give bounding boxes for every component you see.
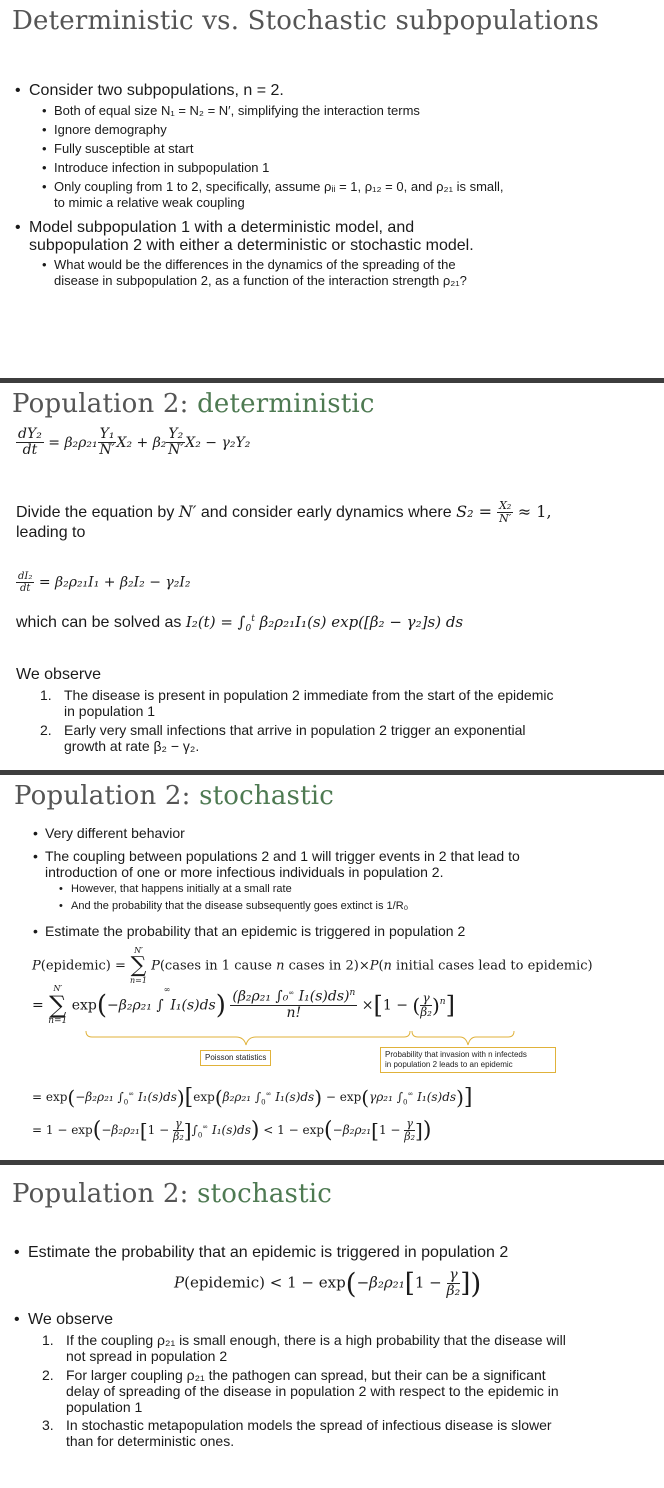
bullet-model: • Model subpopulation 1 with a deterministic model, and xyxy=(29,218,414,237)
sub-bullet: • Both of equal size N₁ = N₂ = N′, simplifying the interaction terms xyxy=(54,103,420,119)
observation-item: 2. For larger coupling ρ₂₁ the pathogen can spread, but their can be a significant delay of spreading of the disease in population 2 with respect to the epidemic in population 1 xyxy=(42,1367,559,1415)
bullet-coupling: • The coupling between populations 2 and 1 will trigger events in 2 that lead to xyxy=(45,848,520,864)
equation-dY2: $\frac{\text{dY₂}}{dt}$ = β₂ρ₂₁ $\frac{\text{Y₁}}{N'}$ X₂ + β₂ $\frac{\text{Y₂}}{N'}$ X₂ − γ₂Y₂ xyxy=(18,426,251,459)
sub-bullet-rate: • However, that happens initially at a small rate xyxy=(71,882,292,896)
equation-final-bound: P(epidemic) < 1 − exp(−β₂ρ₂₁[1 − $\frac{\gamma}{\text{β₂}}$ ]) xyxy=(174,1266,482,1300)
text-leading: leading to xyxy=(16,524,86,541)
sub-bullet-question-cont: disease in subpopulation 2, as a function of the interaction strength ρ₂₁? xyxy=(54,273,467,288)
text-divide: Divide the equation by N′ and consider early dynamics where S₂ = $\frac{\text{X₂}}{N'}$ ≈ 1, xyxy=(16,499,552,526)
slide-2-title: Population 2: deterministic xyxy=(12,389,375,419)
slide-4 xyxy=(0,1165,664,1488)
slide-2 xyxy=(0,383,664,770)
slide-1-title: Deterministic vs. Stochastic subpopulations xyxy=(12,6,600,36)
observation-item: 1. If the coupling ρ₂₁ is small enough, there is a high probability that the disease will not spread in population 2 xyxy=(42,1332,566,1364)
sub-bullet-question: • What would be the differences in the dynamics of the spreading of the xyxy=(54,257,456,273)
sub-bullet: • Introduce infection in subpopulation 1 xyxy=(54,160,269,176)
text-solution: which can be solved as $I_2(t) = \int_0^t$ β₂ρ₂₁I₁(s) exp([β₂ − γ₂]s) ds xyxy=(16,613,464,634)
bullet-model-cont: subpopulation 2 with either a deterministic or stochastic model. xyxy=(29,237,474,254)
bullet-estimate: • Estimate the probability that an epidemic is triggered in population 2 xyxy=(45,923,465,939)
observe-heading: • We observe xyxy=(28,1310,113,1329)
label-poisson-statistics: Poisson statistics xyxy=(200,1050,271,1066)
sub-bullet: • Only coupling from 1 to 2, specifically, assume ρᵢᵢ = 1, ρ₁₂ = 0, and ρ₂₁ is small, xyxy=(54,179,504,195)
bullet-coupling-cont: introduction of one or more infectious individuals in population 2. xyxy=(45,864,444,880)
observation-item: 2. Early very small infections that arrive in population 2 trigger an exponential growth at rate β₂ − γ₂. xyxy=(40,722,526,754)
bullet-very-different: • Very different behavior xyxy=(45,825,185,841)
equation-expanded: = exp(−β₂ρ₂₁ $\int_0^\infty$ I₁(s)ds)[exp(β₂ρ₂₁ $\int_0^\infty$ I₁(s)ds) − exp(γρ₂₁ $\int_0^\infty$ I₁(s)ds)] xyxy=(32,1085,473,1110)
label-invasion-probability: Probability that invasion with n infecteds in population 2 leads to an epidemic xyxy=(380,1047,556,1073)
equation-poisson-sum: = N′ ∑ n=1 exp(−β₂ρ₂₁ ∫∞I₁(s)ds) $\frac{(\beta_2\rho_{21} \int_0^\infty I_1(s)ds)^n}{n!}$ ×[1 − ( $\frac{\gamma}{\text{β₂}}$ )$^n$] xyxy=(32,984,455,1026)
observation-item: 3. In stochastic metapopulation models the spread of infectious disease is slower than for deterministic ones. xyxy=(42,1417,552,1449)
observe-heading: We observe xyxy=(16,666,102,683)
sub-bullet: • Ignore demography xyxy=(54,122,167,138)
sub-bullet: • Fully susceptible at start xyxy=(54,141,193,157)
equation-p-epidemic-sum: P(epidemic) = N′ ∑ n=1 P(cases in 1 cause n cases in 2)×P(n initial cases lead to epidemic) xyxy=(32,946,593,985)
bullet-estimate: • Estimate the probability that an epidemic is triggered in population 2 xyxy=(28,1243,508,1262)
observation-item: 1. The disease is present in population 2 immediate from the start of the epidemic in population 1 xyxy=(40,687,554,719)
sub-bullet-cont: to mimic a relative weak coupling xyxy=(54,195,245,210)
slide-3 xyxy=(0,775,664,1160)
slide-4-title: Population 2: stochastic xyxy=(12,1179,333,1209)
equation-bound: = 1 − exp(−β₂ρ₂₁[1 − $\frac{\gamma}{\text{β₂}}$ ]$\int_0^\infty$ I₁(s)ds) < 1 − exp(−β₂ρ₂₁[1 − $\frac{\gamma}{\text{β₂}}$ ]) xyxy=(32,1117,432,1144)
bullet-consider: • Consider two subpopulations, n = 2. xyxy=(29,81,284,100)
equation-dI2: $\frac{\text{dI₂}}{dt}$ = β₂ρ₂₁I₁ + β₂I₂ − γ₂I₂ xyxy=(18,571,191,594)
slide-1 xyxy=(0,0,664,378)
slide-3-title: Population 2: stochastic xyxy=(14,781,335,811)
sub-bullet-extinct: • And the probability that the disease subsequently goes extinct is 1/R₀ xyxy=(71,899,408,913)
